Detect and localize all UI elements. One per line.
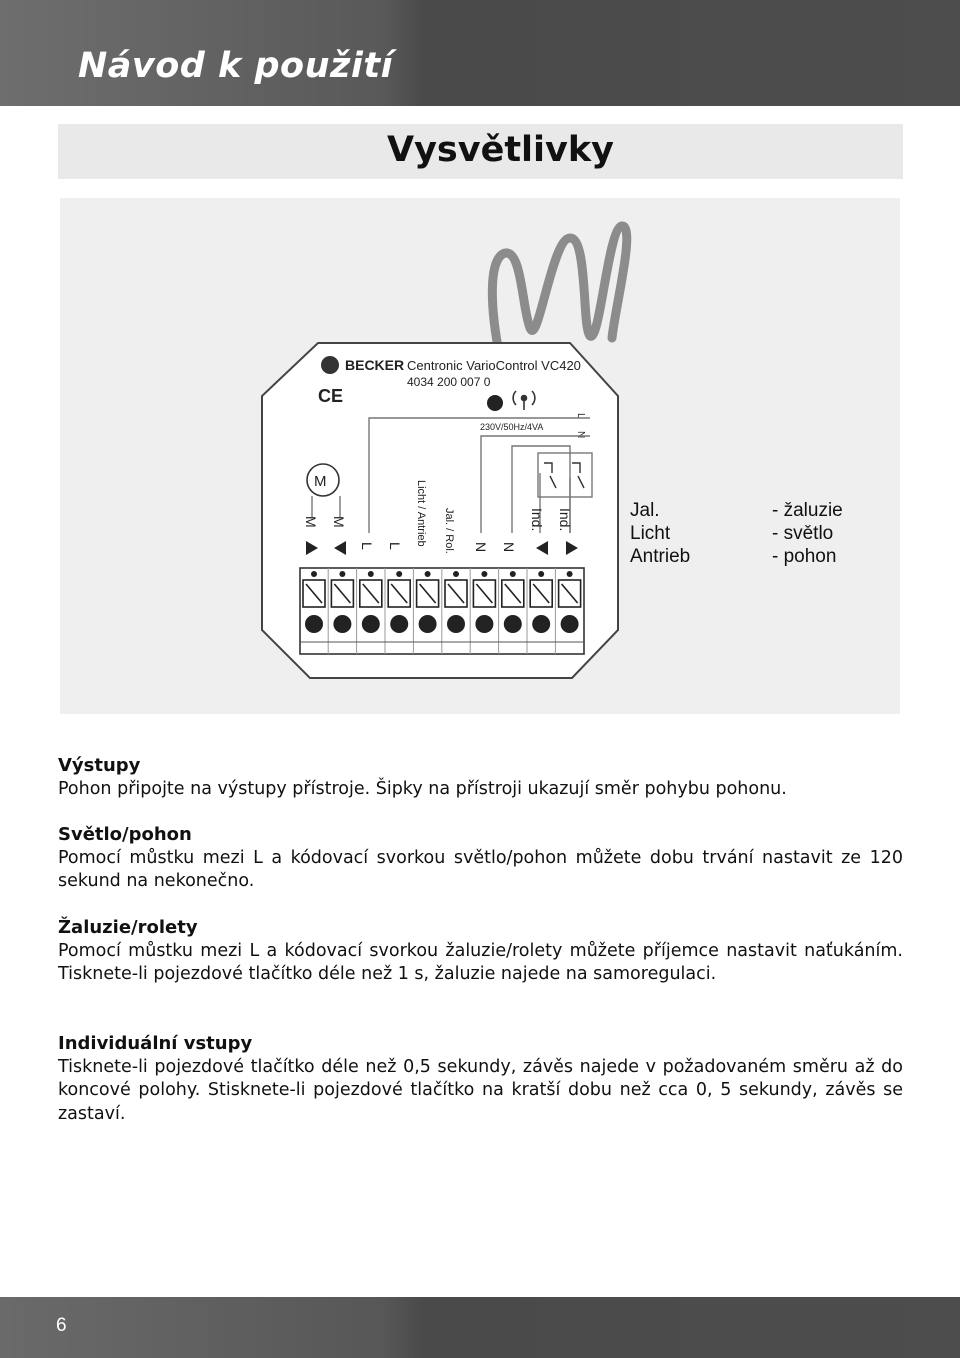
- l-label: L: [575, 413, 586, 419]
- legend-key: Licht: [630, 523, 671, 544]
- section-heading: Světlo/pohon: [58, 824, 192, 845]
- section-vystupy: [58, 754, 903, 801]
- device-diagram-svg: [60, 198, 900, 714]
- legend-value: - světlo: [772, 523, 834, 544]
- status-led-icon: [487, 395, 503, 411]
- n-label: N: [575, 431, 586, 439]
- legend-value: - pohon: [772, 546, 837, 567]
- terminal-label-4: L: [387, 542, 403, 550]
- section-title: Vysvětlivky: [387, 130, 614, 170]
- terminal-block: [300, 568, 584, 654]
- legend-row: [630, 523, 870, 546]
- legend-row: [630, 546, 870, 569]
- terminal-label-7: N: [473, 542, 489, 553]
- device-code: 4034 200 007 0: [407, 375, 491, 389]
- terminal-label-8: N: [501, 542, 517, 553]
- device-brand: BECKER: [345, 357, 405, 373]
- section-heading: Výstupy: [58, 755, 141, 776]
- terminal-label-9: Ind.: [529, 508, 545, 532]
- section-body: Pohon připojte na výstupy přístroje. Šipky na přístroji ukazují směr pohybu pohonu.: [58, 778, 787, 799]
- page-header: [0, 0, 960, 106]
- terminal-label-10: Ind.: [557, 508, 573, 532]
- terminal-label-2: M: [331, 516, 347, 528]
- section-individualni-vstupy: [58, 1032, 903, 1126]
- section-body: Pomocí můstku mezi L a kódovací svorkou světlo/pohon můžete dobu trvání nastavit ze 120 sekund na nekonečno.: [58, 847, 903, 891]
- legend: [630, 500, 870, 569]
- becker-logo-icon: [321, 356, 339, 374]
- legend-row: [630, 500, 870, 523]
- svg-text:M: M: [314, 473, 327, 490]
- device-diagram: [60, 198, 900, 714]
- header-title: Návod k použití: [78, 46, 394, 86]
- rating-label: 230V/50Hz/4VA: [480, 422, 544, 432]
- terminal: [559, 571, 581, 633]
- section-body: Tisknete-li pojezdové tlačítko déle než 0,5 sekundy, závěs najede v požadovaném směru až do koncové polohy. Stisknete-li pojezdové tlačítko na kratší dobu než cca 0, 5 sekundy, závěs se zastaví.: [58, 1056, 903, 1124]
- page-footer: [0, 1297, 960, 1358]
- device-model: Centronic VarioControl VC420: [407, 358, 581, 373]
- section-heading: Individuální vstupy: [58, 1033, 253, 1054]
- terminal-label-6: Jal. / Rol.: [443, 508, 455, 554]
- legend-value: - žaluzie: [772, 500, 843, 521]
- terminal-label-3: L: [359, 542, 375, 550]
- section-svetlo-pohon: [58, 823, 903, 894]
- legend-key: Antrieb: [630, 546, 691, 567]
- section-body: Pomocí můstku mezi L a kódovací svorkou žaluzie/rolety můžete příjemce nastavit naťukáním. Tisknete-li pojezdové tlačítko déle než 1 s, žaluzie najede na samoregulaci.: [58, 940, 903, 984]
- section-zaluzie-rolety: [58, 916, 903, 987]
- ce-mark: CE: [318, 386, 344, 406]
- legend-key: Jal.: [630, 500, 660, 521]
- section-heading: Žaluzie/rolety: [58, 917, 198, 938]
- page-number: 6: [56, 1315, 67, 1336]
- section-title-bar: [58, 124, 903, 179]
- terminal-label-5: Licht / Antrieb: [415, 480, 427, 547]
- terminal-label-1: M: [303, 516, 319, 528]
- antenna-wire: [492, 226, 626, 358]
